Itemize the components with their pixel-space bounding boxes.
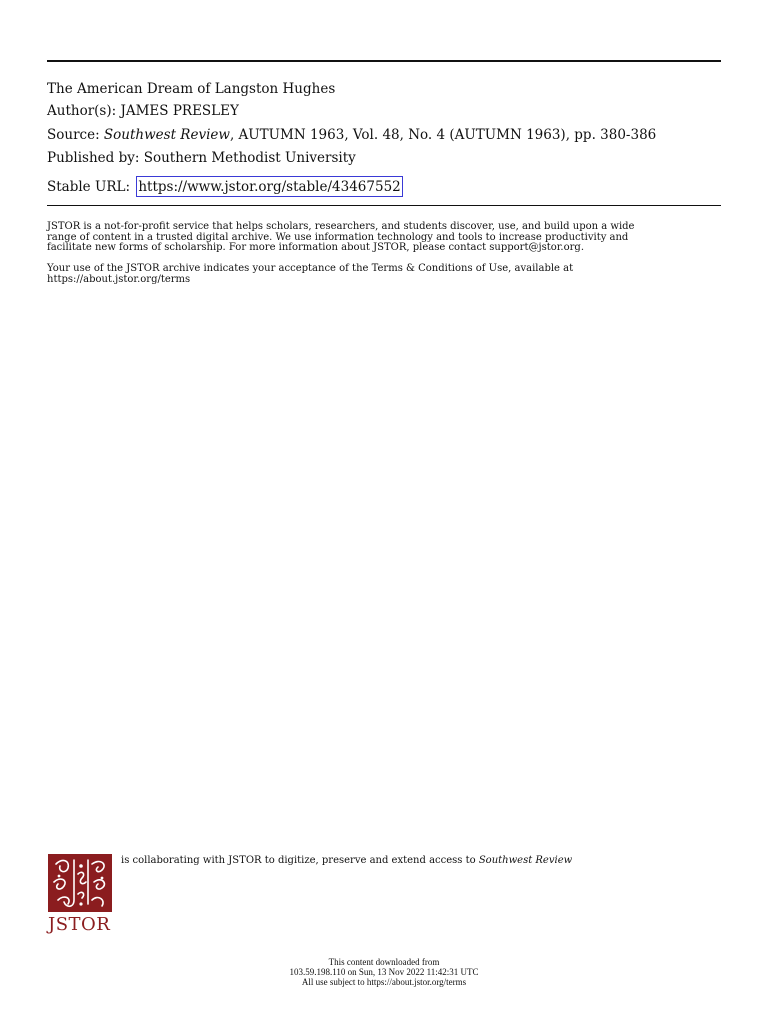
footer-line-1: This content downloaded from — [328, 957, 440, 967]
source-detail: , AUTUMN 1963, Vol. 48, No. 4 (AUTUMN 1963), pp. 380-386 — [229, 127, 657, 143]
divider-rule — [47, 205, 721, 206]
footer-line-3: All use subject to https://about.jstor.org/terms — [301, 977, 467, 987]
stable-url-line — [47, 176, 403, 197]
download-footer — [0, 957, 768, 987]
jstor-about-notice: JSTOR is a not-for-profit service that helps scholars, researchers, and students discover, use, and build upon a wide range of content in a trusted digital archive. We use information technology and tools to increase productivity and facilitate new forms of scholarship. For more information about JSTOR, please contact support@jstor.org. — [47, 221, 635, 253]
author-line — [47, 102, 239, 120]
stable-url-label: Stable URL: — [47, 179, 131, 195]
jstor-wordmark: JSTOR — [48, 914, 111, 935]
author-label: Author(s): — [47, 103, 117, 119]
source-label: Source: — [47, 127, 100, 143]
collaboration-text: is collaborating with JSTOR to digitize, preserve and extend access to — [121, 855, 476, 866]
collaboration-journal: Southwest Review — [478, 855, 573, 866]
stable-url-link[interactable]: https://www.jstor.org/stable/43467552 — [136, 176, 402, 197]
publisher-name: Southern Methodist University — [143, 150, 356, 166]
top-rule — [47, 60, 721, 62]
jstor-seal-icon — [48, 854, 112, 912]
publisher-label: Published by: — [47, 150, 140, 166]
collaboration-statement — [121, 855, 572, 867]
author-name: JAMES PRESLEY — [120, 103, 239, 119]
article-title: The American Dream of Langston Hughes — [47, 81, 336, 97]
source-journal: Southwest Review — [103, 127, 230, 143]
source-line — [47, 126, 656, 144]
jstor-logo — [48, 854, 114, 935]
footer-line-2: 103.59.198.110 on Sun, 13 Nov 2022 11:42:31 UTC — [289, 967, 479, 977]
terms-notice: Your use of the JSTOR archive indicates your acceptance of the Terms & Conditions of Use, available at https://about.jstor.org/terms — [47, 263, 574, 285]
publisher-line — [47, 149, 356, 167]
